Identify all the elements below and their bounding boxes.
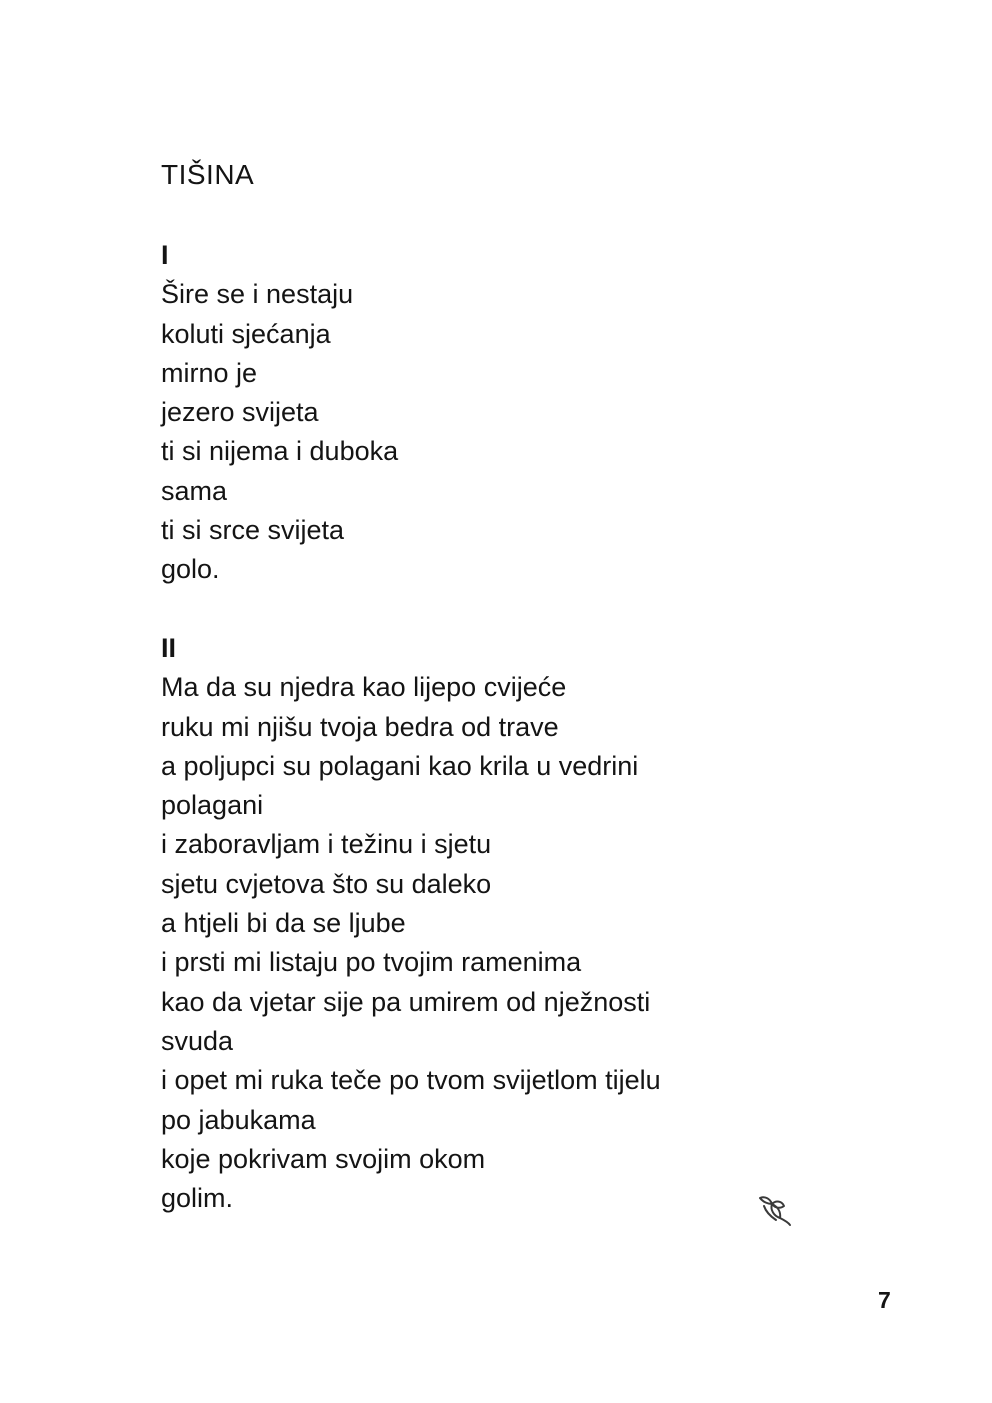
poem-line: sama: [161, 475, 228, 506]
poem-line: polagani: [161, 790, 264, 821]
poem-line: mirno je: [161, 357, 258, 388]
poem-line: svuda: [161, 1025, 234, 1056]
stanza-2: [161, 629, 661, 1218]
poem-line: i zaboravljam i težinu i sjetu: [161, 829, 492, 860]
poem-line: Ma da su njedra kao lijepo cvijeće: [161, 672, 567, 703]
flower-ornament-icon: [754, 1192, 794, 1228]
poem-line: a poljupci su polagani kao krila u vedrini: [161, 750, 639, 781]
poem-line: ti si srce svijeta: [161, 515, 345, 546]
poem-line: a htjeli bi da se ljube: [161, 908, 406, 939]
poem-line: kao da vjetar sije pa umirem od nježnosti: [161, 986, 651, 1017]
poem-line: sjetu cvjetova što su daleko: [161, 868, 492, 899]
poem-line: koluti sjećanja: [161, 318, 331, 349]
poem-line: golim.: [161, 1183, 234, 1214]
poem-line: golo.: [161, 554, 220, 585]
stanza-1: [161, 236, 398, 590]
poem-line: ti si nijema i duboka: [161, 436, 399, 467]
poem-line: jezero svijeta: [161, 397, 319, 428]
poem-title: TIŠINA: [161, 159, 255, 190]
page-number: 7: [878, 1287, 891, 1313]
poem-line: po jabukama: [161, 1104, 316, 1135]
poem-line: ruku mi njišu tvoja bedra od trave: [161, 711, 559, 742]
poem-line: koje pokrivam svojim okom: [161, 1143, 486, 1174]
poem-line: i prsti mi listaju po tvojim ramenima: [161, 947, 582, 978]
stanza-number: I: [161, 240, 169, 270]
poem-line: i opet mi ruka teče po tvom svijetlom tijelu: [161, 1065, 661, 1096]
poem-line: Šire se i nestaju: [161, 279, 354, 310]
stanza-number: II: [161, 633, 177, 663]
